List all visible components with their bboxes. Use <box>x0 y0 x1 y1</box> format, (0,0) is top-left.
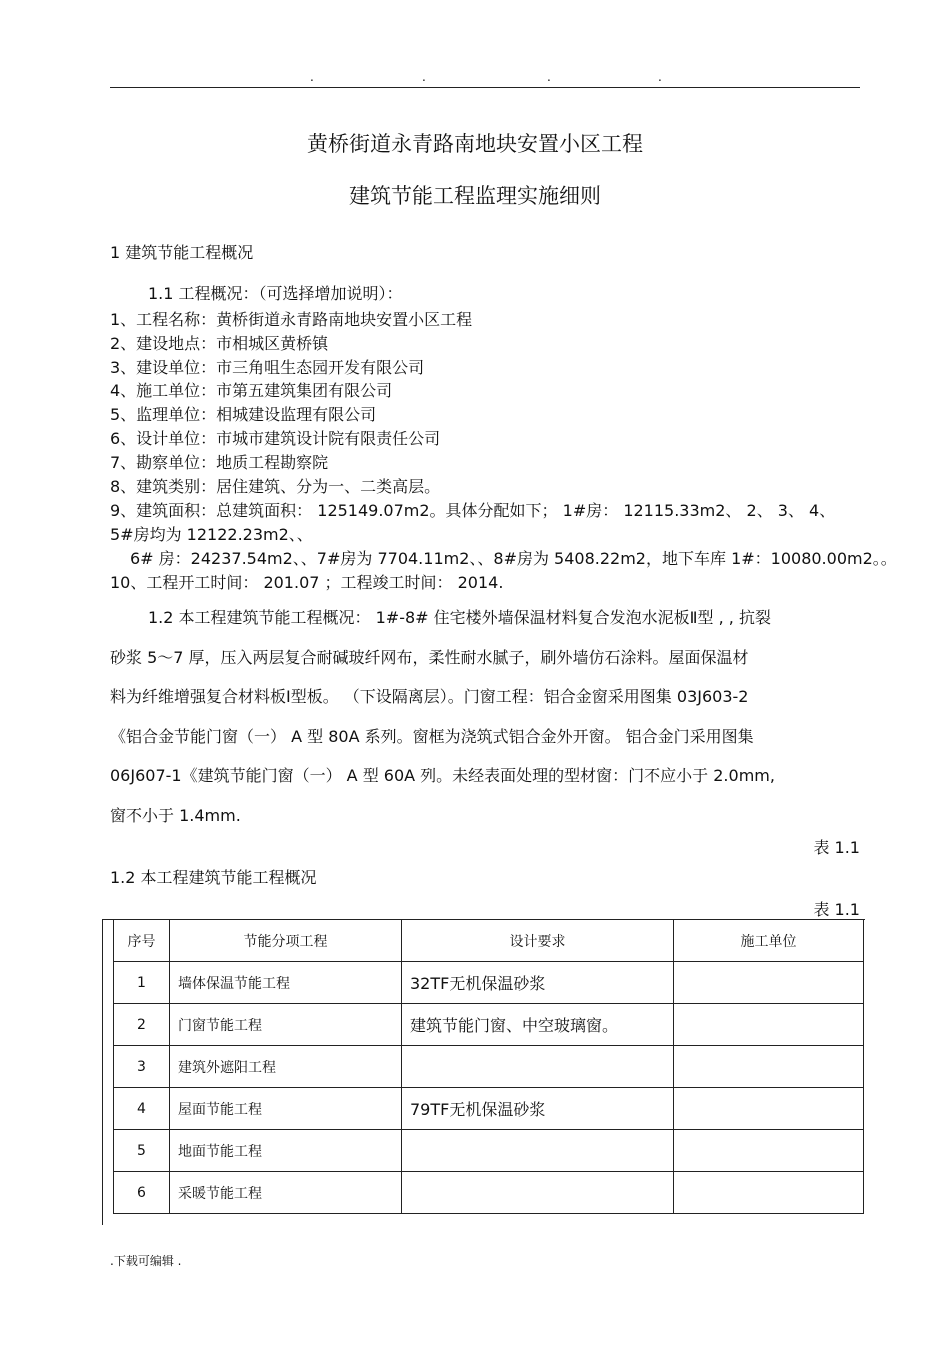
header-cell: 设计要求 <box>402 920 674 962</box>
overview-line: 《铝合金节能门窗（一） A 型 80A 系列。窗框为浇筑式铝合金外开窗。 铝合金门采用图集 <box>110 726 754 746</box>
overview-paragraph <box>110 598 870 835</box>
table-cell <box>402 1172 674 1214</box>
table-cell: 建筑外遮阳工程 <box>170 1046 402 1088</box>
header-cell: 施工单位 <box>674 920 864 962</box>
info-item: 2、建设地点：市相城区黄桥镇 <box>110 334 329 353</box>
header-rule <box>110 87 860 88</box>
table-reference: 表 1.1 <box>813 900 860 919</box>
table-heading: 1.2 本工程建筑节能工程概况 <box>110 868 317 887</box>
table-cell <box>402 1046 674 1088</box>
table-cell <box>674 1172 864 1214</box>
header-dot: . <box>658 70 662 84</box>
section-heading: 1 建筑节能工程概况 <box>110 243 254 262</box>
energy-saving-table <box>113 919 864 1214</box>
header-dot: . <box>547 70 551 84</box>
table-cell <box>674 1088 864 1130</box>
table-row <box>114 962 864 1004</box>
table-cell: 屋面节能工程 <box>170 1088 402 1130</box>
overview-line: 窗不小于 1.4mm. <box>110 805 241 825</box>
table-row <box>114 1172 864 1214</box>
table-cell: 1 <box>114 962 170 1004</box>
header-cell: 节能分项工程 <box>170 920 402 962</box>
table-cell: 建筑节能门窗、中空玻璃窗。 <box>402 1004 674 1046</box>
overview-line: 料为纤维增强复合材料板Ⅰ型板。 （下设隔离层）。门窗工程：铝合金窗采用图集 03J603-2 <box>110 687 749 706</box>
info-item: 8、建筑类别：居住建筑、分为一、二类高层。 <box>110 477 441 496</box>
table-cell: 4 <box>114 1088 170 1130</box>
table-cell: 32TF无机保温砂浆 <box>402 962 674 1004</box>
info-item: 7、勘察单位：地质工程勘察院 <box>110 453 329 472</box>
table-cell: 地面节能工程 <box>170 1130 402 1172</box>
table-cell: 2 <box>114 1004 170 1046</box>
table-row <box>114 1130 864 1172</box>
info-item: 3、建设单位：市三角咀生态园开发有限公司 <box>110 358 425 377</box>
table-cell <box>674 1046 864 1088</box>
table-cell <box>674 1130 864 1172</box>
overview-line: 砂浆 5～7 厚，压入两层复合耐碱玻纤网布，柔性耐水腻子，刷外墙仿石涂料。屋面保温材 <box>110 647 749 667</box>
header-dot: . <box>422 70 426 84</box>
header-dots <box>110 70 860 86</box>
header-dot: . <box>310 70 314 84</box>
info-item: 6# 房：24237.54m2、、7#房为 7704.11m2、、8#房为 5408.22m2，地下车库 1#：10080.00m2。。 <box>130 549 897 568</box>
info-item: 9、建筑面积：总建筑面积： 125149.07m2。具体分配如下； 1#房： 12115.33m2、 2、 3、 4、 <box>110 501 836 520</box>
table-cell: 6 <box>114 1172 170 1214</box>
subsection-heading: 1.1 工程概况：（可选择增加说明）： <box>148 284 403 303</box>
page-footer: .下载可编辑 . <box>110 1254 182 1268</box>
table-row <box>114 1046 864 1088</box>
table-row <box>114 1088 864 1130</box>
document-title: 黄桥街道永青路南地块安置小区工程 <box>307 132 643 156</box>
table-cell: 5 <box>114 1130 170 1172</box>
table-row <box>114 1004 864 1046</box>
info-item: 6、设计单位：市城市建筑设计院有限责任公司 <box>110 429 441 448</box>
table-cell: 79TF无机保温砂浆 <box>402 1088 674 1130</box>
table-header-row <box>114 920 864 962</box>
info-item: 1、工程名称：黄桥街道永青路南地块安置小区工程 <box>110 310 473 329</box>
table-cell: 墙体保温节能工程 <box>170 962 402 1004</box>
table-cell <box>674 962 864 1004</box>
table-reference: 表 1.1 <box>813 838 860 857</box>
info-item: 5、监理单位：相城建设监理有限公司 <box>110 405 377 424</box>
table-cell: 3 <box>114 1046 170 1088</box>
overview-line: 06J607-1《建筑节能门窗（一） A 型 60A 列。未经表面处理的型材窗：门不应小于 2.0mm, <box>110 766 775 785</box>
header-cell: 序号 <box>114 920 170 962</box>
table-cell: 采暖节能工程 <box>170 1172 402 1214</box>
overview-line: 1.2 本工程建筑节能工程概况： 1#-8# 住宅楼外墙保温材料复合发泡水泥板Ⅱ型 , , 抗裂 <box>148 608 771 627</box>
document-subtitle: 建筑节能工程监理实施细则 <box>349 184 601 208</box>
info-item: 5#房均为 12122.23m2、、 <box>110 525 313 544</box>
table-cell <box>402 1130 674 1172</box>
table-outer-border <box>102 919 103 1225</box>
table-cell <box>674 1004 864 1046</box>
table-cell: 门窗节能工程 <box>170 1004 402 1046</box>
info-item: 4、施工单位：市第五建筑集团有限公司 <box>110 381 393 400</box>
info-item: 10、工程开工时间： 201.07 ；工程竣工时间： 2014. <box>110 573 504 592</box>
